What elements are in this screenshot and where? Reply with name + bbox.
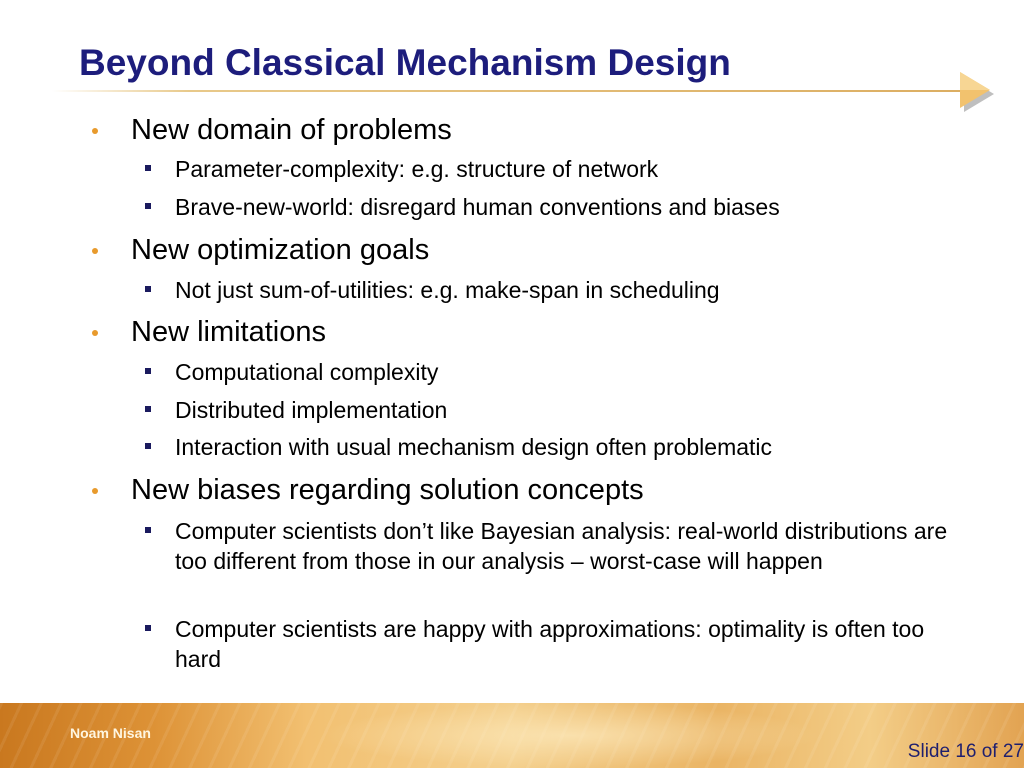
- sub-bullet-text: Not just sum-of-utilities: e.g. make-span in scheduling: [175, 277, 720, 303]
- sub-bullet-text: Computer scientists don’t like Bayesian analysis: real-world distributions are too different from those in our analysis – worst-case will happen: [175, 518, 948, 574]
- square-bullet-icon: [145, 203, 151, 209]
- square-bullet-icon: [145, 406, 151, 412]
- bullet-text: New biases regarding solution concepts: [131, 474, 644, 506]
- square-bullet-icon: [145, 443, 151, 449]
- bullet-text: New domain of problems: [131, 114, 452, 146]
- slide-footer: [0, 703, 1024, 768]
- sub-bullet-text: Brave-new-world: disregard human conventions and biases: [175, 194, 780, 220]
- footer-decoration: [320, 703, 820, 768]
- sub-bullet-text: Computational complexity: [175, 359, 439, 385]
- bullet-dot-icon: [92, 248, 98, 254]
- bullet-dot-icon: [92, 330, 98, 336]
- square-bullet-icon: [145, 165, 151, 171]
- square-bullet-icon: [145, 527, 151, 533]
- bullet-text: New optimization goals: [131, 234, 430, 266]
- sub-bullet-text: Parameter-complexity: e.g. structure of network: [175, 156, 659, 182]
- sub-bullet-text: Distributed implementation: [175, 397, 448, 423]
- square-bullet-icon: [145, 625, 151, 631]
- square-bullet-icon: [145, 286, 151, 292]
- bullet-dot-icon: [92, 488, 98, 494]
- slide-number: Slide 16 of 27: [907, 741, 1024, 762]
- footer-author: Noam Nisan: [70, 725, 151, 741]
- sub-bullet-text: Interaction with usual mechanism design often problematic: [175, 434, 773, 460]
- slide-title: Beyond Classical Mechanism Design: [79, 42, 731, 83]
- bullet-text: New limitations: [131, 316, 326, 348]
- sub-bullet-text: Computer scientists are happy with approximations: optimality is often too hard: [175, 616, 925, 672]
- bullet-dot-icon: [92, 128, 98, 134]
- square-bullet-icon: [145, 368, 151, 374]
